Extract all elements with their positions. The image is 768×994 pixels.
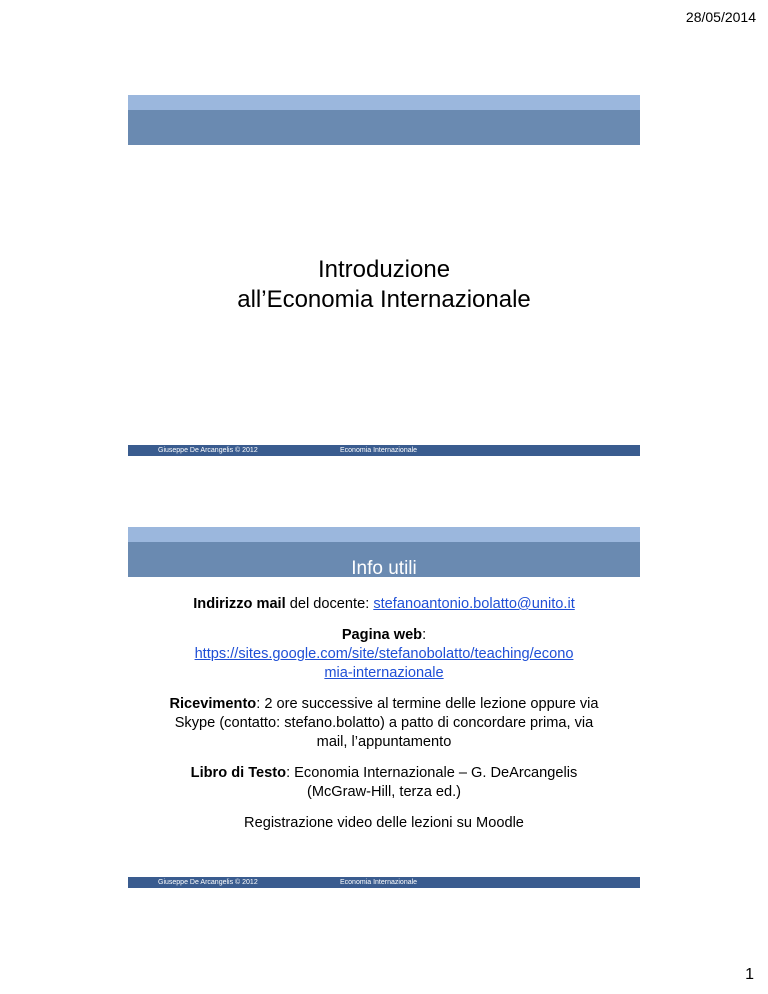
libro-label: Libro di Testo [190,765,287,781]
slide-header-bar [128,542,640,577]
ricevimento-paragraph [158,695,610,752]
footer-author: Giuseppe De Arcangelis © 2012 [158,879,258,886]
ricevimento-label: Ricevimento [169,696,257,712]
slide-1-title [128,255,640,315]
slide-2-title: Info utili [351,558,417,579]
libro-text: : Economia Internazionale – G. DeArcangelis (McGraw-Hill, terza ed.) [286,765,578,800]
slide-footer [128,445,640,456]
slide-header-bar-light [128,95,640,110]
slide-1-title-line-1: Introduzione [317,256,451,283]
slide-2-content [158,595,610,845]
libro-paragraph [158,764,610,802]
email-link[interactable]: stefanoantonio.bolatto@unito.it [373,596,575,612]
page-date: 28/05/2014 [685,9,756,25]
web-label: Pagina web [341,627,423,643]
footer-author: Giuseppe De Arcangelis © 2012 [158,447,258,454]
ricevimento-text: : 2 ore successive al termine delle lezione oppure via Skype (contatto: stefano.bolatto) a patto di concordare prima, via mail, l’appuntamento [174,696,599,750]
web-suffix: : [422,627,427,643]
web-link-line-1[interactable]: https://sites.google.com/site/stefanobolatto/teaching/econo [194,646,574,662]
slide-header-bar-light [128,527,640,542]
footer-course: Economia Internazionale [340,879,418,886]
email-text: del docente: [285,596,374,612]
email-paragraph [158,595,610,614]
registrazione-paragraph: Registrazione video delle lezioni su Moodle [244,815,524,831]
web-paragraph [158,626,610,683]
email-label: Indirizzo mail [193,596,286,612]
slide-header-bar [128,110,640,145]
footer-course: Economia Internazionale [340,447,418,454]
web-link-line-2[interactable]: mia-internazionale [324,665,444,681]
slide-1-title-line-2: all’Economia Internazionale [237,286,531,313]
page-number: 1 [745,966,754,983]
slide-footer [128,877,640,888]
slide-2 [128,527,640,888]
slide-1 [128,95,640,456]
